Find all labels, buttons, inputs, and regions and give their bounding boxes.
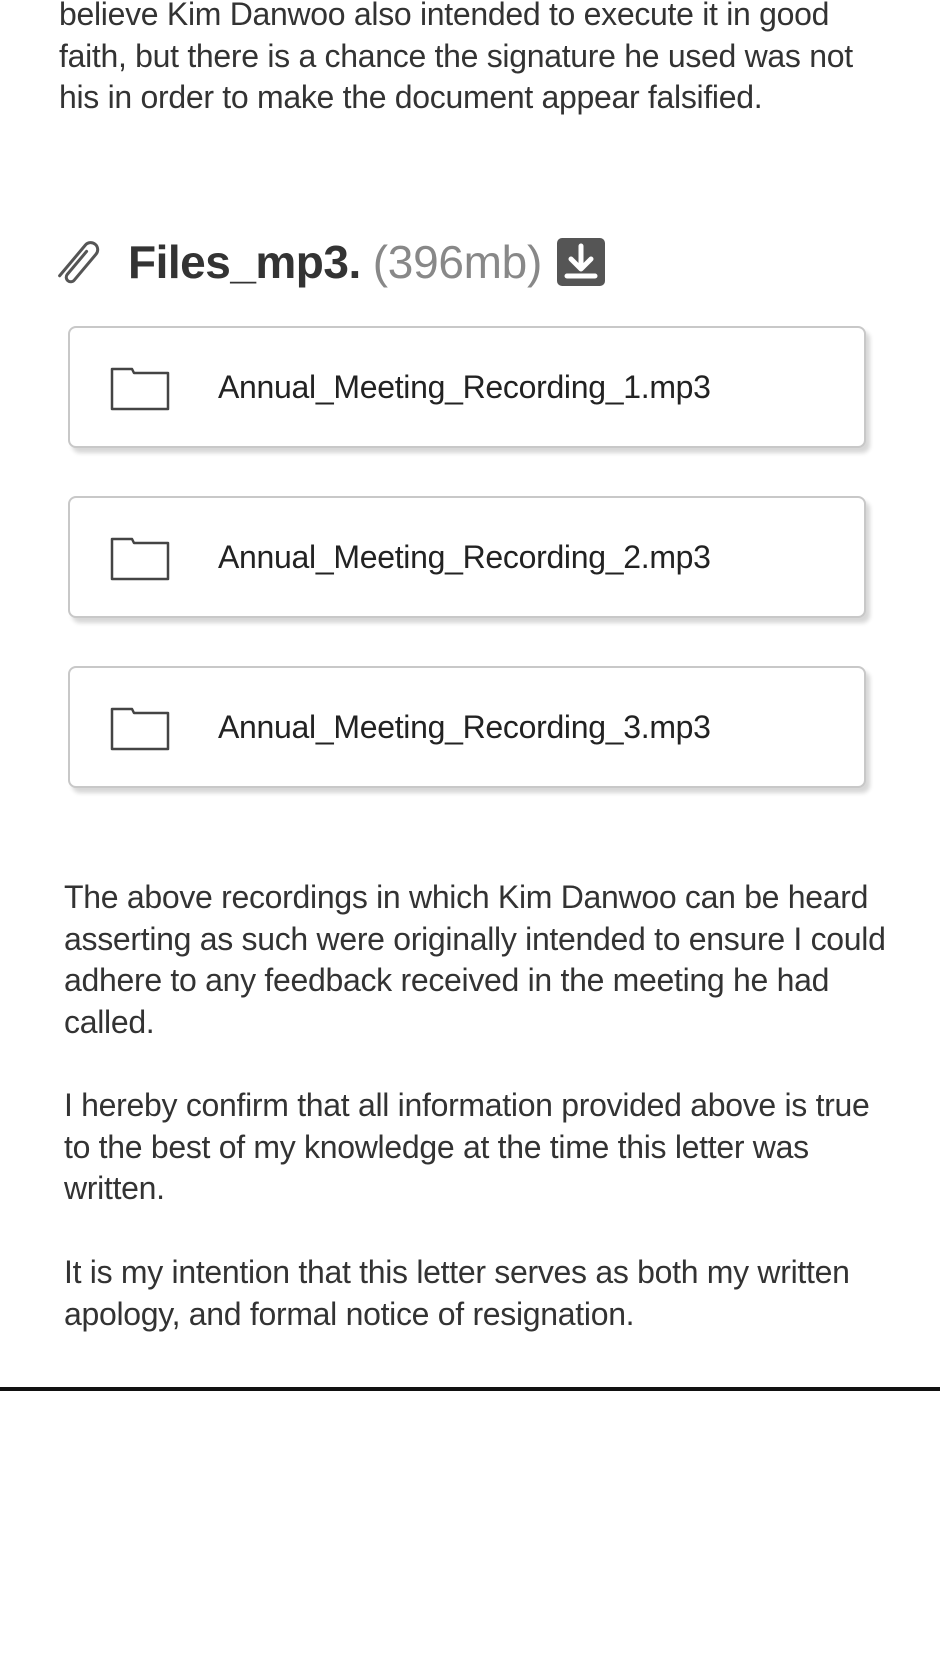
body-paragraph: I hereby confirm that all information provided above is true to the best of my knowledge at the time this letter was written. [64, 1087, 870, 1206]
file-list [68, 326, 868, 836]
files-size: (396mb) [372, 236, 542, 288]
divider [0, 1387, 940, 1391]
body-paragraph: It is my intention that this letter serves as both my written apology, and formal notice of resignation. [64, 1254, 850, 1332]
body-paragraph: The above recordings in which Kim Danwoo can be heard asserting as such were originally intended to ensure I could adhere to any feedback received in the meeting he had called. [64, 879, 886, 1040]
file-item[interactable] [68, 326, 866, 448]
folder-icon [110, 705, 170, 751]
file-name: Annual_Meeting_Recording_2.mp3 [218, 538, 711, 575]
download-icon[interactable] [556, 237, 606, 287]
folder-icon [110, 365, 170, 411]
file-item[interactable] [68, 666, 866, 788]
intro-paragraph: believe Kim Danwoo also intended to execute it in good faith, but there is a chance the signature he used was not his in order to make the document appear falsified. [59, 0, 853, 115]
file-name: Annual_Meeting_Recording_1.mp3 [218, 368, 711, 405]
paperclip-icon [56, 233, 102, 291]
file-item[interactable] [68, 496, 866, 618]
files-title: Files_mp3. [128, 236, 361, 288]
files-header [56, 232, 606, 292]
folder-icon [110, 535, 170, 581]
file-name: Annual_Meeting_Recording_3.mp3 [218, 708, 711, 745]
